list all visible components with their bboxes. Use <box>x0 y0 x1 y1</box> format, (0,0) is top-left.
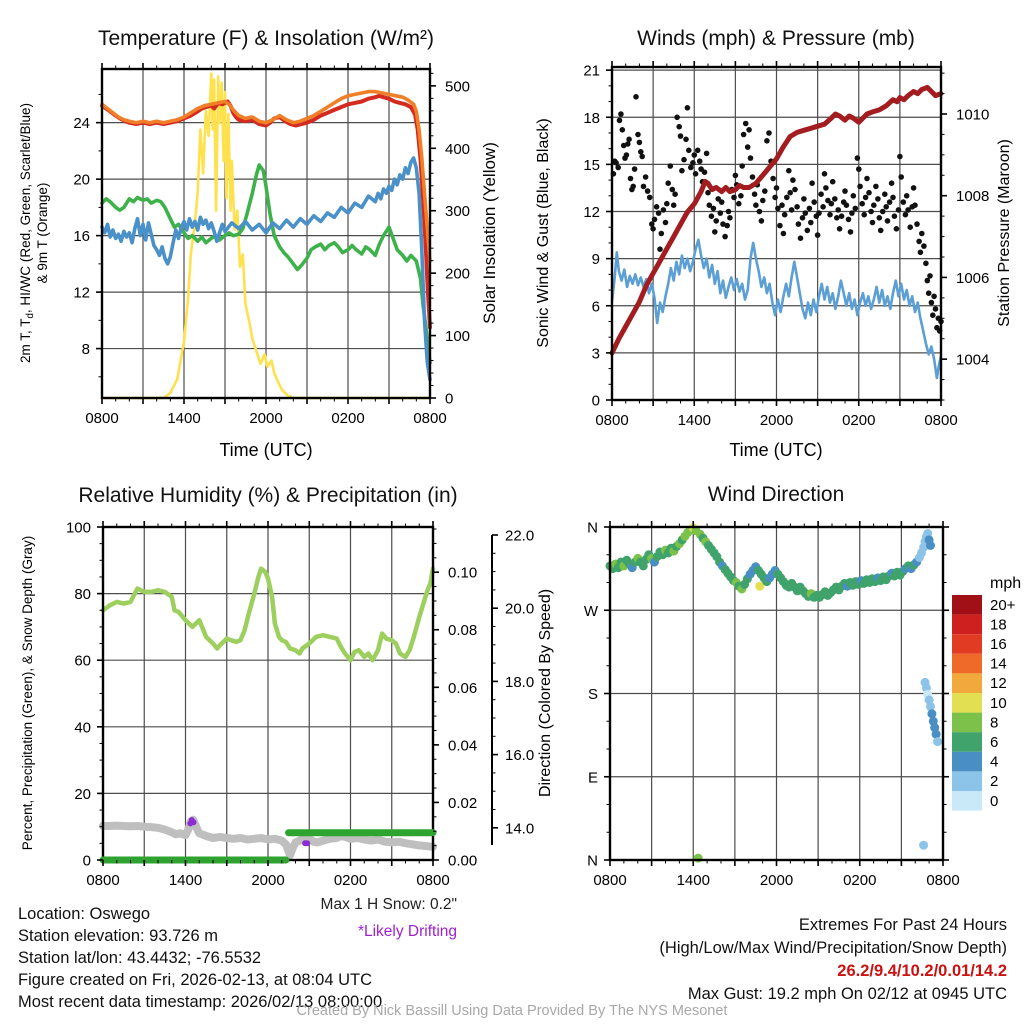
likely-drifting-note: *Likely Drifting <box>357 923 457 940</box>
svg-text:2000: 2000 <box>249 410 283 427</box>
wind-direction-chart <box>512 460 1024 920</box>
svg-text:80: 80 <box>74 586 91 604</box>
svg-text:Direction (Colored By Speed): Direction (Colored By Speed) <box>537 588 554 798</box>
footer-location: Location: Oswego <box>18 905 151 923</box>
svg-text:0.04: 0.04 <box>448 737 478 755</box>
humidity-precipitation-chart <box>0 460 548 920</box>
footer-latlon: Station lat/lon: 43.4432; -76.5532 <box>18 949 262 967</box>
max-snow-note: Max 1 H Snow: 0.2" <box>320 896 457 913</box>
chart-title-wind-direction: Wind Direction <box>707 483 845 506</box>
svg-text:60: 60 <box>74 652 91 670</box>
svg-text:0.06: 0.06 <box>448 679 478 697</box>
svg-text:18: 18 <box>583 109 600 127</box>
extremes-subtitle: (High/Low/Max Wind/Precipitation/Snow Depth) <box>659 939 1007 957</box>
svg-text:24: 24 <box>73 115 90 133</box>
svg-text:16: 16 <box>73 228 90 246</box>
svg-text:1006: 1006 <box>956 269 990 287</box>
svg-text:3: 3 <box>591 345 600 363</box>
svg-text:0: 0 <box>990 792 999 810</box>
svg-text:0.02: 0.02 <box>448 794 478 812</box>
chart-title-humidity: Relative Humidity (%) & Precipitation (in) <box>78 484 458 507</box>
svg-text:1400: 1400 <box>677 412 711 429</box>
svg-text:& 9m T (Orange): & 9m T (Orange) <box>35 182 50 284</box>
svg-text:0200: 0200 <box>333 872 368 889</box>
svg-text:2: 2 <box>990 773 999 791</box>
svg-text:18.0: 18.0 <box>505 673 535 691</box>
svg-text:6: 6 <box>990 734 999 751</box>
svg-text:S: S <box>587 686 598 703</box>
svg-text:W: W <box>583 602 598 620</box>
svg-text:2000: 2000 <box>759 412 794 429</box>
svg-text:0: 0 <box>82 852 91 870</box>
svg-text:20.0: 20.0 <box>505 600 535 618</box>
svg-text:0: 0 <box>445 390 454 408</box>
svg-text:2m T, Td, HI/WC (Red, Green, S: 2m T, $T_d$, HI/WC (Red, Green, Scarlet/Blue) <box>18 103 36 363</box>
svg-text:16: 16 <box>990 636 1007 653</box>
svg-text:Percent, Precipitation (Green): Percent, Precipitation (Green), & Snow Depth (Gray) <box>20 535 35 851</box>
svg-text:22.0: 22.0 <box>505 527 535 545</box>
svg-text:0.08: 0.08 <box>448 622 478 640</box>
svg-text:0800: 0800 <box>413 410 447 427</box>
svg-text:20+: 20+ <box>990 596 1016 614</box>
svg-text:20: 20 <box>73 171 90 189</box>
svg-text:500: 500 <box>445 78 471 96</box>
svg-text:Time (UTC): Time (UTC) <box>729 440 823 460</box>
svg-text:Solar Insolation (Yellow): Solar Insolation (Yellow) <box>480 142 499 324</box>
svg-text:0200: 0200 <box>842 412 876 429</box>
svg-text:N: N <box>587 519 598 537</box>
svg-text:0800: 0800 <box>924 412 958 429</box>
svg-text:15: 15 <box>583 156 600 174</box>
svg-text:1400: 1400 <box>676 872 710 889</box>
winds-pressure-chart <box>512 0 1024 478</box>
extremes-values: 26.2/9.4/10.2/0.01/14.2 <box>837 962 1007 980</box>
chart-title-winds: Winds (mph) & Pressure (mb) <box>637 27 915 50</box>
svg-text:0800: 0800 <box>85 410 119 427</box>
svg-text:0800: 0800 <box>926 872 960 889</box>
footer-timestamp: Most recent data timestamp: 2026/02/13 08:00:00 <box>18 993 383 1011</box>
svg-text:0800: 0800 <box>595 412 629 429</box>
svg-text:40: 40 <box>74 719 91 737</box>
svg-text:200: 200 <box>445 265 471 283</box>
credit-line: Created By Nick Bassill Using Data Provided By The NYS Mesonet <box>296 1003 728 1019</box>
svg-text:0.10: 0.10 <box>448 564 478 582</box>
svg-text:12: 12 <box>990 675 1007 693</box>
svg-text:14: 14 <box>990 655 1007 673</box>
svg-text:0800: 0800 <box>416 872 450 889</box>
svg-text:0200: 0200 <box>843 872 877 889</box>
svg-text:100: 100 <box>445 328 471 346</box>
svg-text:0: 0 <box>591 392 600 410</box>
svg-text:1010: 1010 <box>956 106 990 124</box>
svg-text:300: 300 <box>445 203 471 221</box>
svg-text:400: 400 <box>445 140 471 158</box>
svg-text:20: 20 <box>74 785 91 803</box>
svg-text:N: N <box>587 852 598 870</box>
svg-text:2000: 2000 <box>759 872 794 889</box>
footer-created: Figure created on Fri, 2026-02-13, at 08:04 UTC <box>18 971 373 989</box>
svg-text:Time (UTC): Time (UTC) <box>219 440 313 460</box>
svg-text:Sonic Wind & Gust (Blue, Black: Sonic Wind & Gust (Blue, Black) <box>535 118 552 348</box>
svg-text:14.0: 14.0 <box>505 820 535 838</box>
svg-text:10: 10 <box>990 694 1007 712</box>
svg-text:2000: 2000 <box>251 872 285 889</box>
svg-text:16.0: 16.0 <box>505 747 535 765</box>
svg-text:21: 21 <box>583 62 600 80</box>
svg-text:1400: 1400 <box>167 410 201 427</box>
svg-text:mph: mph <box>990 575 1022 592</box>
svg-text:E: E <box>587 769 598 787</box>
svg-text:1008: 1008 <box>956 188 990 206</box>
footer-elevation: Station elevation: 93.726 m <box>18 927 218 945</box>
svg-text:12: 12 <box>583 204 600 222</box>
temperature-insolation-chart <box>0 0 512 478</box>
svg-text:0800: 0800 <box>86 872 120 889</box>
svg-text:12: 12 <box>73 284 90 302</box>
svg-text:0200: 0200 <box>331 410 365 427</box>
svg-text:0.00: 0.00 <box>448 852 478 870</box>
svg-text:6: 6 <box>591 298 600 316</box>
svg-text:8: 8 <box>990 714 999 732</box>
extremes-title: Extremes For Past 24 Hours <box>798 916 1007 934</box>
svg-text:Station Pressure (Maroon): Station Pressure (Maroon) <box>996 139 1013 327</box>
max-gust-note: Max Gust: 19.2 mph On 02/12 at 0945 UTC <box>687 985 1007 1003</box>
svg-text:1400: 1400 <box>168 872 203 889</box>
svg-text:0800: 0800 <box>593 872 627 889</box>
svg-text:8: 8 <box>81 341 90 359</box>
svg-text:18: 18 <box>990 616 1007 634</box>
svg-text:4: 4 <box>990 753 999 771</box>
svg-text:100: 100 <box>65 519 91 537</box>
svg-text:9: 9 <box>591 251 600 269</box>
chart-title-temperature: Temperature (F) & Insolation (W/m²) <box>97 27 435 50</box>
svg-text:1004: 1004 <box>956 351 990 369</box>
